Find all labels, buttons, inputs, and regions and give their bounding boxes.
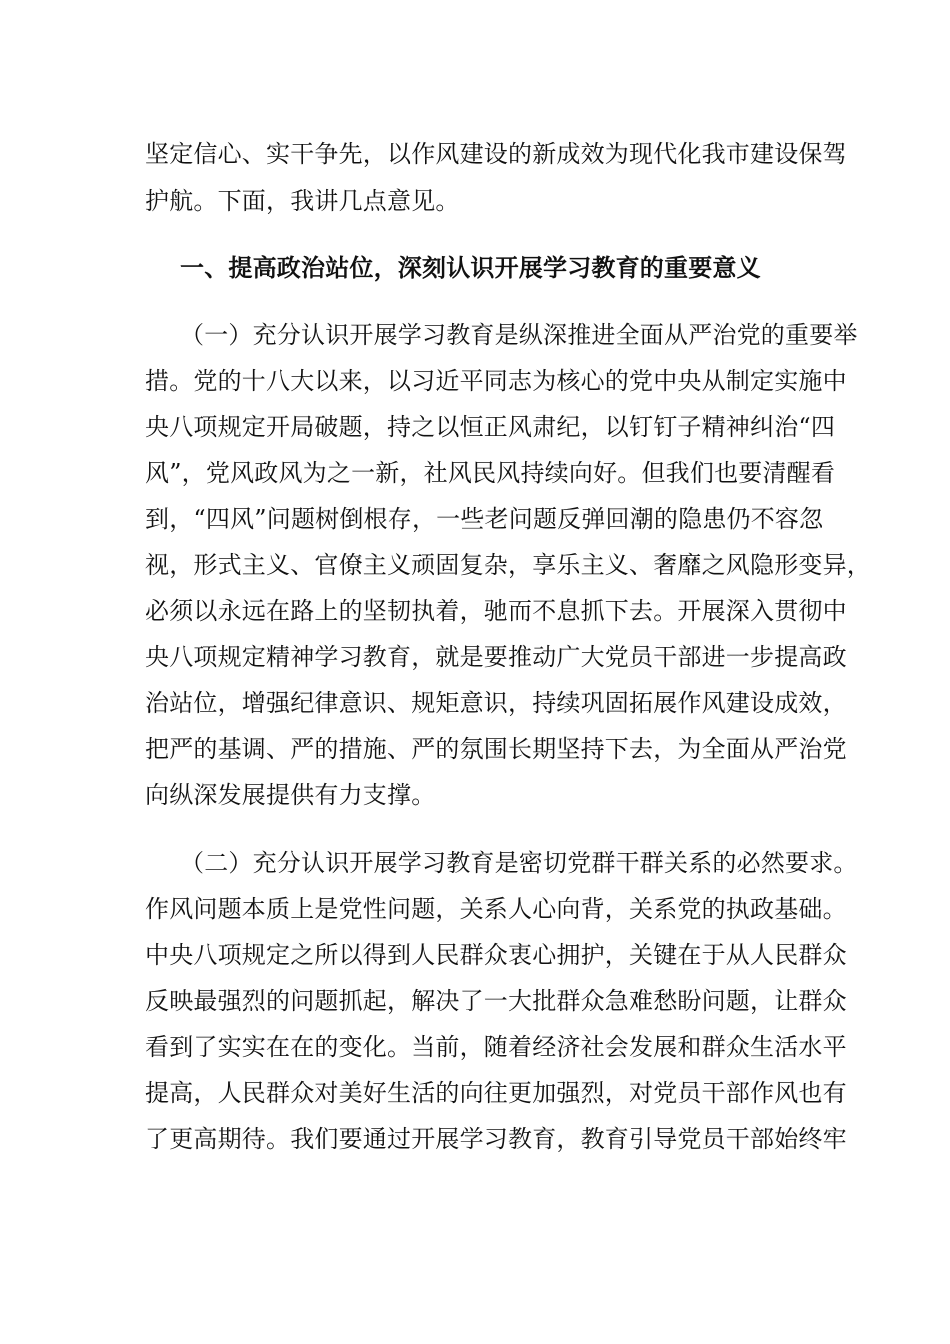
body-text-line: 到，“四风”问题树倒根存，一些老问题反弹回潮的隐患仍不容忽: [145, 505, 824, 533]
body-text-line: 向纵深发展提供有力支撑。: [145, 781, 436, 809]
body-text-line: 了更高期待。我们要通过开展学习教育，教育引导党员干部始终牢: [145, 1125, 847, 1153]
body-text-line: 坚定信心、实干争先，以作风建设的新成效为现代化我市建设保驾: [145, 140, 847, 168]
body-text-line: 反映最强烈的问题抓起，解决了一大批群众急难愁盼问题，让群众: [145, 987, 847, 1015]
body-text-line: 作风问题本质上是党性问题，关系人心向背，关系党的执政基础。: [145, 895, 847, 923]
body-text-line: 视，形式主义、官僚主义顽固复杂，享乐主义、奢靡之风隐形变异，: [145, 551, 871, 579]
body-text-line: 中央八项规定之所以得到人民群众衷心拥护，关键在于从人民群众: [145, 941, 847, 969]
body-text-line: 央八项规定精神学习教育，就是要推动广大党员干部进一步提高政: [145, 643, 847, 671]
body-text-line: 看到了实实在在的变化。当前，随着经济社会发展和群众生活水平: [145, 1033, 847, 1061]
body-text-line: 央八项规定开局破题，持之以恒正风肃纪，以钉钉子精神纠治“四: [145, 413, 836, 441]
body-text-line: 风”，党风政风为之一新，社风民风持续向好。但我们也要清醒看: [145, 459, 836, 487]
section-heading: 一、提高政治站位，深刻认识开展学习教育的重要意义: [180, 254, 761, 282]
body-text-line: 提高，人民群众对美好生活的向往更加强烈，对党员干部作风也有: [145, 1079, 847, 1107]
body-text-line: 必须以永远在路上的坚韧执着，驰而不息抓下去。开展深入贯彻中: [145, 597, 847, 625]
body-text-line: 治站位，增强纪律意识、规矩意识，持续巩固拓展作风建设成效，: [145, 689, 847, 717]
subsection-heading-line: （一）充分认识开展学习教育是纵深推进全面从严治党的重要举: [180, 321, 858, 349]
body-text-line: 把严的基调、严的措施、严的氛围长期坚持下去，为全面从严治党: [145, 735, 847, 763]
body-text-line: 护航。下面，我讲几点意见。: [145, 187, 460, 215]
body-text-line: 措。党的十八大以来，以习近平同志为核心的党中央从制定实施中: [145, 367, 847, 395]
subsection-heading-line: （二）充分认识开展学习教育是密切党群干群关系的必然要求。: [180, 849, 858, 877]
